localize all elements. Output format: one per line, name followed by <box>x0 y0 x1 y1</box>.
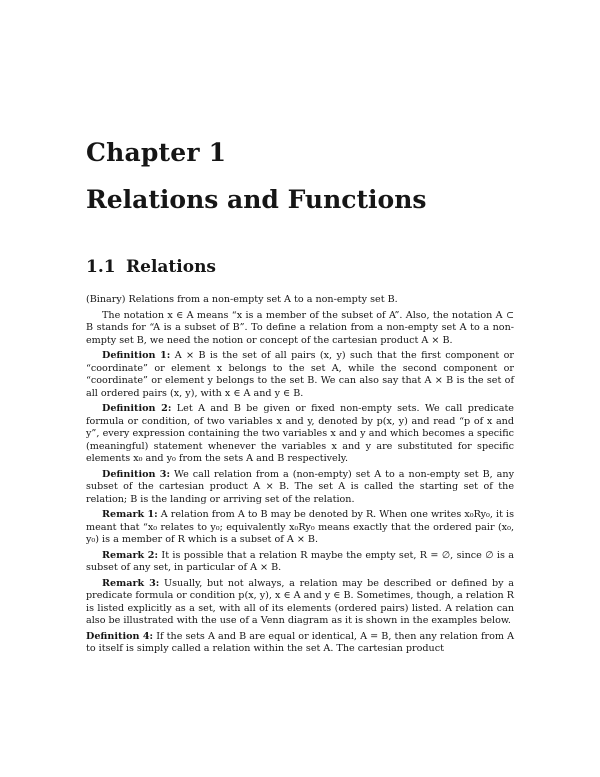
definition-2-text: Let A and B be given or fixed non-empty sets. We call predicate formula or condition, of two variables x and y, denoted by p(x, y) and read “p of x and y”, every expression containing the two variables x and y and which becomes a specific (meaningful) statement whenever the variables x and y are substituted for specific elements x₀ and y₀ from the sets A and B respectively. <box>86 403 514 464</box>
remark-1-text: A relation from A to B may be denoted by R. When one writes x₀Ry₀, it is meant that “x₀ relates to y₀; equivalently x₀Ry₀ means exactly that the ordered pair (x₀, y₀) is a member of R which is a subset of A × B. <box>86 509 514 545</box>
definition-4-text: If the sets A and B are equal or identical, A = B, then any relation from A to itself is simply called a relation within the set A. The cartesian product <box>86 630 514 654</box>
remark-1 <box>86 509 514 547</box>
definition-4-label: Definition 4: <box>86 630 154 642</box>
paragraph-notation: The notation x ∈ A means “x is a member of the subset of A”. Also, the notation A ⊂ B stands for “A is a subset of B”. To define a relation from a non-empty set A to a non-empty set B, we need the notion or concept of the cartesian product A × B. <box>86 309 514 346</box>
definition-2 <box>86 403 514 466</box>
definition-1-text: A × B is the set of all pairs (x, y) such that the first component or “coordinate” or element x belongs to the set A, while the second component or “coordinate” or element y belongs to the set B. We can also say that A × B is the set of all ordered pairs (x, y), with x ∈ A and y ∈ B. <box>86 350 514 399</box>
remark-3 <box>86 578 514 628</box>
definition-1-label: Definition 1: <box>102 350 171 361</box>
chapter-title: Relations and Functions <box>86 185 427 214</box>
remark-3-label: Remark 3: <box>102 577 160 589</box>
remark-1-label: Remark 1: <box>102 509 158 520</box>
section-title: Relations <box>126 257 216 277</box>
definition-4 <box>86 631 514 656</box>
definition-3-text: We call relation from a (non-empty) set A to a non-empty set B, any subset of the cartesian product A × B. The set A is called the starting set of the relation; B is the landing or arriving set of the relation. <box>86 468 514 505</box>
remark-2 <box>86 550 514 575</box>
definition-3 <box>86 469 514 507</box>
section-number: 1.1 <box>86 257 116 277</box>
section-heading <box>86 257 216 277</box>
remark-2-text: It is possible that a relation R maybe the empty set, R = ∅, since ∅ is a subset of any set, in particular of A × B. <box>86 549 515 573</box>
definition-1 <box>86 350 514 400</box>
definition-3-label: Definition 3: <box>102 468 170 480</box>
chapter-label: Chapter 1 <box>86 138 227 167</box>
remark-2-label: Remark 2: <box>102 549 159 561</box>
body-text <box>86 294 514 659</box>
remark-3-text: Usually, but not always, a relation may be described or defined by a predicate formula or condition p(x, y), x ∈ A and y ∈ B. Sometimes, though, a relation R is listed explicitly as a set, with all of its elements (ordered pairs) listed. A relation can also be illustrated with the use of a Venn diagram as it is shown in the examples below. <box>86 577 515 626</box>
definition-2-label: Definition 2: <box>102 403 172 414</box>
paragraph-intro: (Binary) Relations from a non-empty set A to a non-empty set B. <box>86 294 398 305</box>
